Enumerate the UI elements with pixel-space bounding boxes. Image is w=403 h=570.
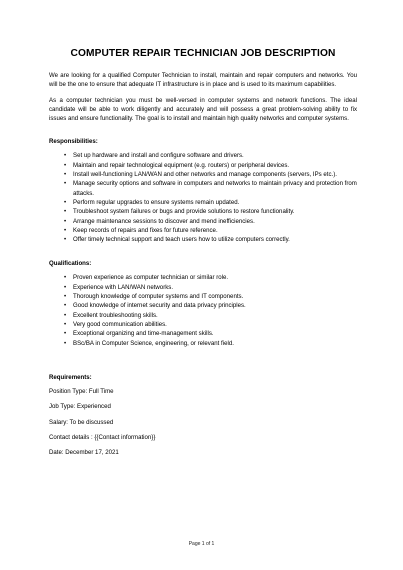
bullet-icon: • <box>64 208 67 216</box>
bullet-icon: • <box>64 161 67 169</box>
contact-details: Contact details : {{Contact information}} <box>49 434 156 441</box>
list-item: • BSc/BA in Computer Science, engineering, or relevant field. <box>64 339 234 347</box>
salary: Salary: To be discussed <box>49 418 114 426</box>
bullet-icon: • <box>64 198 67 206</box>
page-number: Page 1 of 1 <box>188 541 215 547</box>
bullet-icon: • <box>64 302 67 310</box>
list-item: • Very good communication abilities. <box>64 320 167 328</box>
list-item: • Excellent troubleshooting skills. <box>64 311 158 319</box>
list-item: • Perform regular upgrades to ensure systems remain updated. <box>64 198 240 206</box>
bullet-icon: • <box>64 283 67 291</box>
bullet-icon: • <box>64 180 67 188</box>
list-item: • Maintain and repair technological equipment (e.g. routers) or peripheral devices. <box>64 161 290 169</box>
bullet-icon: • <box>64 226 67 234</box>
bullet-icon: • <box>64 339 67 347</box>
bullet-icon: • <box>64 274 67 282</box>
list-item: • Good knowledge of internet security and data privacy principles. <box>64 302 246 310</box>
bullet-icon: • <box>64 171 67 179</box>
list-item: • Keep records of repairs and fixes for future reference. <box>64 226 218 234</box>
bullet-icon: • <box>64 152 67 160</box>
intro-paragraph-2: As a computer technician you must be well-versed in computer systems and network functions. The ideal candidate will be able to work diligently and accurately and will possess a great problem-solving ability to fix issues and ensure functionality. The goal is to install and maintain high quality networks and computer systems. <box>49 96 357 123</box>
bullet-icon: • <box>64 293 67 301</box>
list-item: • Manage security options and software in computers and networks to maintain privacy and protection from attacks. <box>64 180 357 197</box>
requirements-heading: Requirements: <box>49 373 92 381</box>
list-item: • Thorough knowledge of computer systems and IT components. <box>64 293 244 301</box>
list-item: • Proven experience as computer technician or similar role. <box>64 274 229 282</box>
list-item: • Exceptional organizing and time-management skills. <box>64 330 214 338</box>
bullet-icon: • <box>64 236 67 244</box>
responsibilities-list <box>49 151 357 244</box>
list-item: • Set up hardware and install and configure software and drivers. <box>64 152 244 160</box>
list-item: • Arrange maintenance sessions to discover and mend inefficiencies. <box>64 217 255 225</box>
responsibilities-heading: Responsibilities: <box>49 138 98 146</box>
intro-paragraph-1: We are looking for a qualified Computer Technician to install, maintain and repair computers and networks. You will be the one to ensure that adequate IT infrastructure is in place and is used to its maximum capabilities. <box>49 72 357 89</box>
bullet-icon: • <box>64 320 67 328</box>
list-item: • Offer timely technical support and teach users how to utilize computers correctly. <box>64 236 290 244</box>
bullet-icon: • <box>64 311 67 319</box>
document-title: COMPUTER REPAIR TECHNICIAN JOB DESCRIPTION <box>70 48 336 59</box>
position-type: Position Type: Full Time <box>49 387 114 395</box>
list-item: • Install well-functioning LAN/WAN and other networks and manage components (servers, IPs etc.). <box>64 171 337 179</box>
job-type: Job Type: Experienced <box>49 403 111 411</box>
bullet-icon: • <box>64 217 67 225</box>
list-item: • Troubleshoot system failures or bugs and provide solutions to restore functionality. <box>64 208 295 216</box>
qualifications-heading: Qualifications: <box>49 260 92 268</box>
qualifications-list <box>49 273 357 347</box>
document-date: Date: December 17, 2021 <box>49 449 119 457</box>
bullet-icon: • <box>64 330 67 338</box>
list-item: • Experience with LAN/WAN networks. <box>64 283 174 291</box>
